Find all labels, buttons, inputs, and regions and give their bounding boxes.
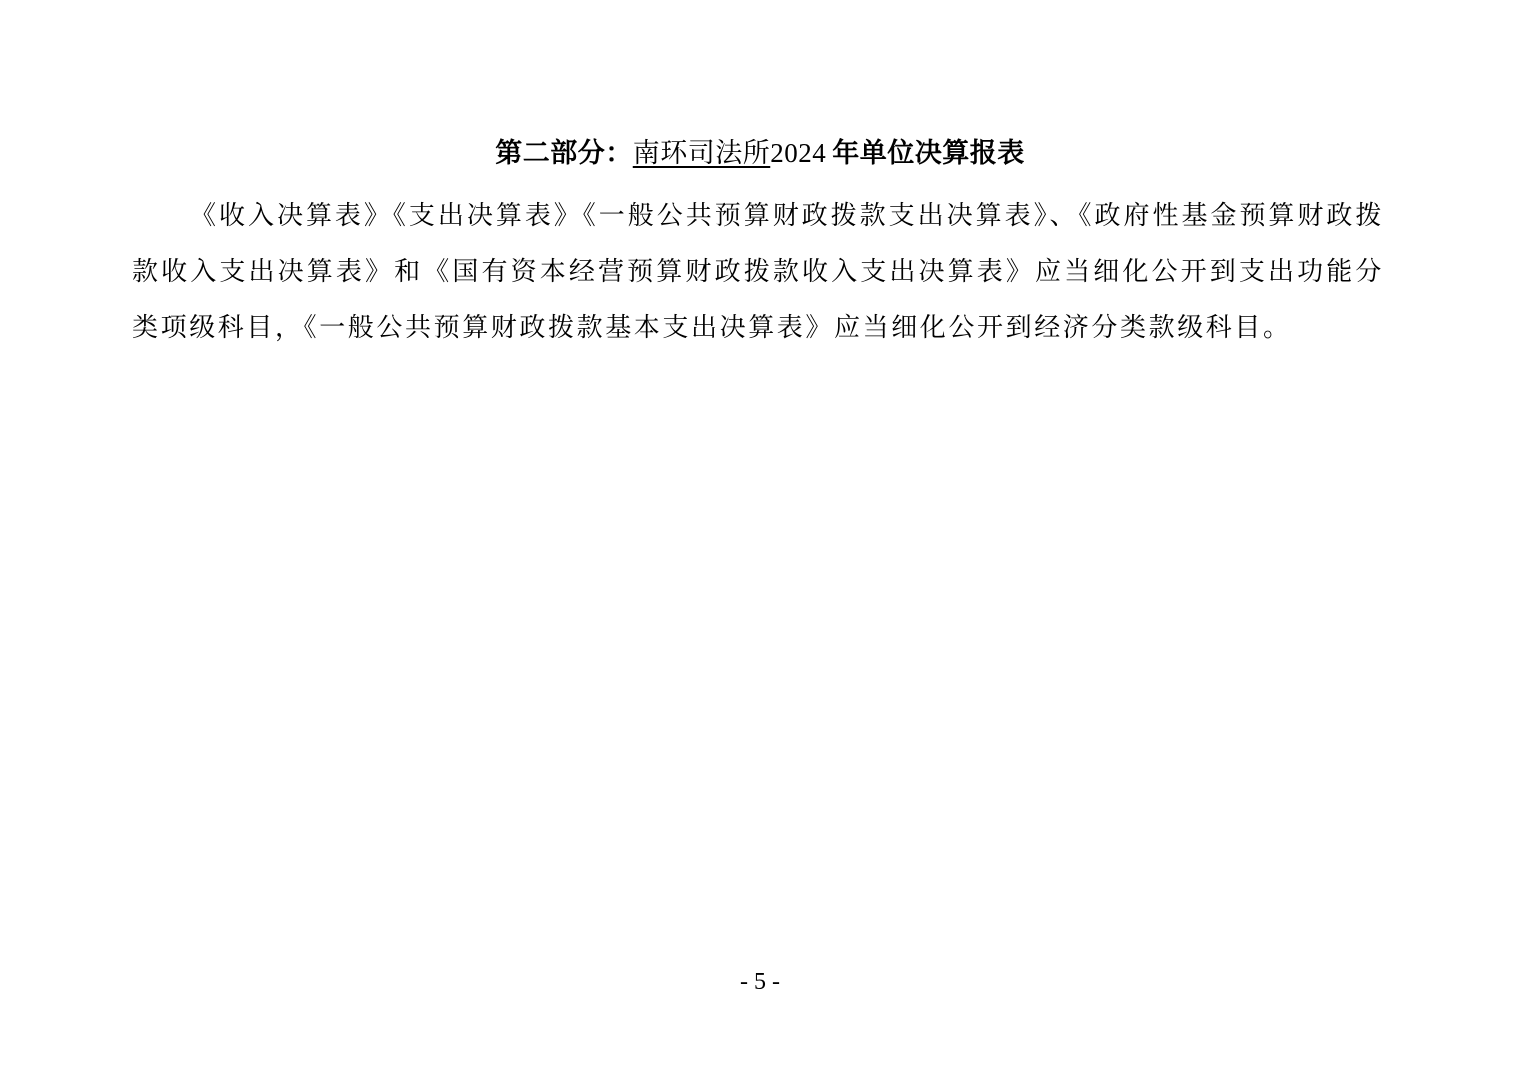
title-year: 2024 bbox=[770, 138, 827, 168]
title-unit-name: 南环司法所 bbox=[632, 138, 771, 169]
title-suffix: 年单位决算报表 bbox=[832, 138, 1025, 169]
page-number: - 5 - bbox=[740, 969, 780, 995]
page-title bbox=[0, 133, 1520, 174]
title-prefix: 第二部分： bbox=[495, 138, 633, 169]
body-paragraph: 《收入决算表》《支出决算表》《一般公共预算财政拨款支出决算表》、《政府性基金预算财政拨款收入支出决算表》和《国有资本经营预算财政拨款收入支出决算表》应当细化公开到支出功能分类项级科目，《一般公共预算财政拨款基本支出决算表》应当细化公开到经济分类款级科目。 bbox=[132, 201, 1384, 343]
